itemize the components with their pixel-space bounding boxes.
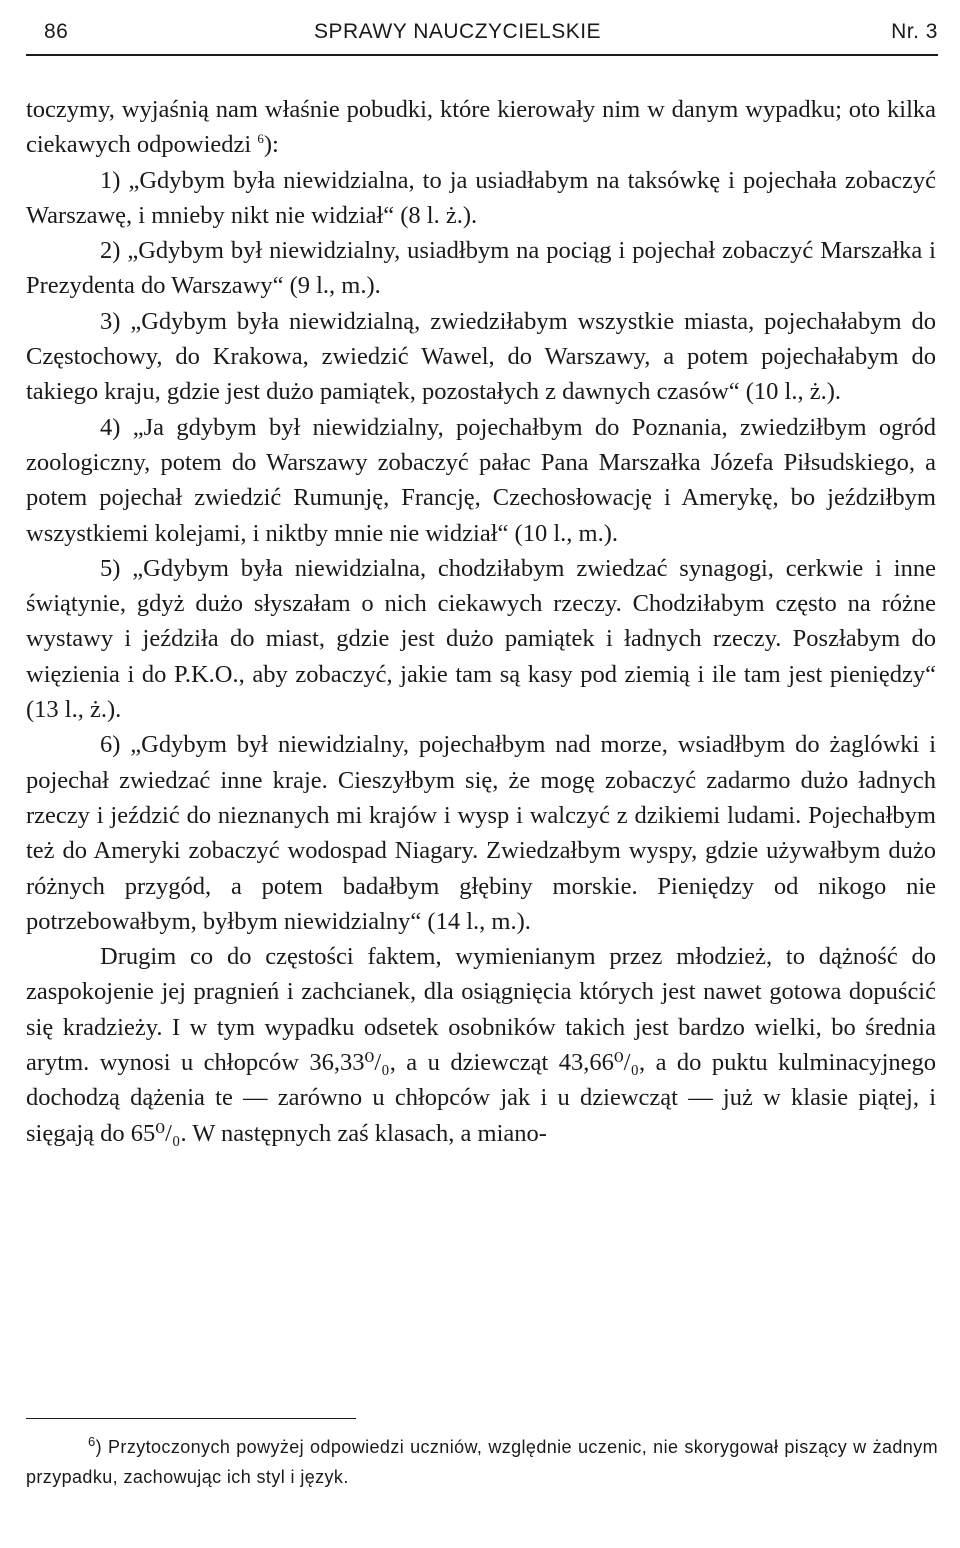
- footnote-mark: 6: [88, 1434, 96, 1449]
- answer-6: 6) „Gdybym był niewidzialny, pojechałbym nad morze, wsiadłbym do żaglówki i pojechał zwiedzać inne kraje. Cieszyłbym się, że mogę zobaczyć zadarmo dużo ładnych rzeczy i jeździć do nieznanych mi krajów i wysp i walczyć z dzikiemi ludami. Pojechałbym też do Ameryki zobaczyć wodospad Niagary. Zwiedzałbym wyspy, gdzie używałbym dużo różnych przygód, a potem badałbym głębiny morskie. Pieniędzy od nikogo nie potrzebowałbym, byłbym niewidzialny“ (14 l., m.).: [26, 731, 936, 935]
- main-text: [26, 92, 936, 1151]
- footnote: [26, 1432, 938, 1492]
- answer-4: 4) „Ja gdybym był niewidzialny, pojechałbym do Poznania, zwiedziłbym ogród zoologiczny, potem do Warszawy zobaczyć pałac Pana Marszałka Józefa Piłsudskiego, a potem pojechał zwiedzić Rumunję, Francję, Czechosłowację i Amerykę, bo jeździłbym wszystkiemi kolejami, i niktby mnie nie widział“ (10 l., m.).: [26, 413, 936, 547]
- footnote-text: ) Przytoczonych powyżej odpowiedzi uczniów, względnie uczenic, nie skorygował piszący w żadnym przypadku, zachowując ich styl i język.: [26, 1437, 938, 1487]
- answer-3: 3) „Gdybym była niewidzialną, zwiedziłabym wszystkie miasta, pojechałabym do Częstochowy, do Krakowa, zwiedzić Wawel, do Warszawy, a potem pojechałabym do takiego kraju, gdzie jest dużo pamiątek, pozostałych z dawnych czasów“ (10 l., ż.).: [26, 307, 936, 406]
- answer-1: 1) „Gdybym była niewidzialna, to ja usiadłabym na taksówkę i pojechała zobaczyć Warszawę, i mnieby nikt nie widział“ (8 l. ż.).: [26, 166, 936, 229]
- paragraph-intro: toczymy, wyjaśnią nam właśnie pobudki, które kierowały nim w danym wypadku; oto kilka ciekawych odpowiedzi $^6$):: [26, 96, 936, 159]
- page-number: 86: [44, 20, 69, 43]
- issue-number: Nr. 3: [891, 20, 938, 43]
- footnote-rule: [26, 1418, 356, 1419]
- running-header: [44, 18, 938, 52]
- header-rule: [26, 54, 938, 56]
- journal-title: SPRAWY NAUCZYCIELSKIE: [314, 20, 602, 43]
- answer-5: 5) „Gdybym była niewidzialna, chodziłabym zwiedzać synagogi, cerkwie i inne świątynie, gdyż dużo słyszałam o nich ciekawych rzeczy. Chodziłabym często na różne wystawy i jeździła do miast, gdzie jest dużo pamiątek i ładnych rzeczy. Poszłabym do więzienia i do P.K.O., aby zobaczyć, jakie tam są kasy pod ziemią i ile tam jest pieniędzy“ (13 l., ż.).: [26, 554, 936, 724]
- footnote-ref: 6: [257, 131, 264, 147]
- paragraph-analysis: Drugim co do częstości faktem, wymienianym przez młodzież, to dążność do zaspokojenie jej pragnień i zachcianek, dla osiągnięcia których jest nawet gotowa dopuścić się kradzieży. I w tym wypadku odsetek osobników takich jest bardzo wielki, bo średnia arytm. wynosi u chłopców 36,33⁰/₀, a u dziewcząt 43,66⁰/₀, a do puktu kulminacyjnego dochodzą dążenia te — zarówno u chłopców jak i u dziewcząt — już w klasie piątej, i sięgają do 65⁰/₀. W następnych zaś klasach, a miano-: [26, 943, 936, 1147]
- answer-2: 2) „Gdybym był niewidzialny, usiadłbym na pociąg i pojechał zobaczyć Marszałka i Prezydenta do Warszawy“ (9 l., m.).: [26, 237, 936, 300]
